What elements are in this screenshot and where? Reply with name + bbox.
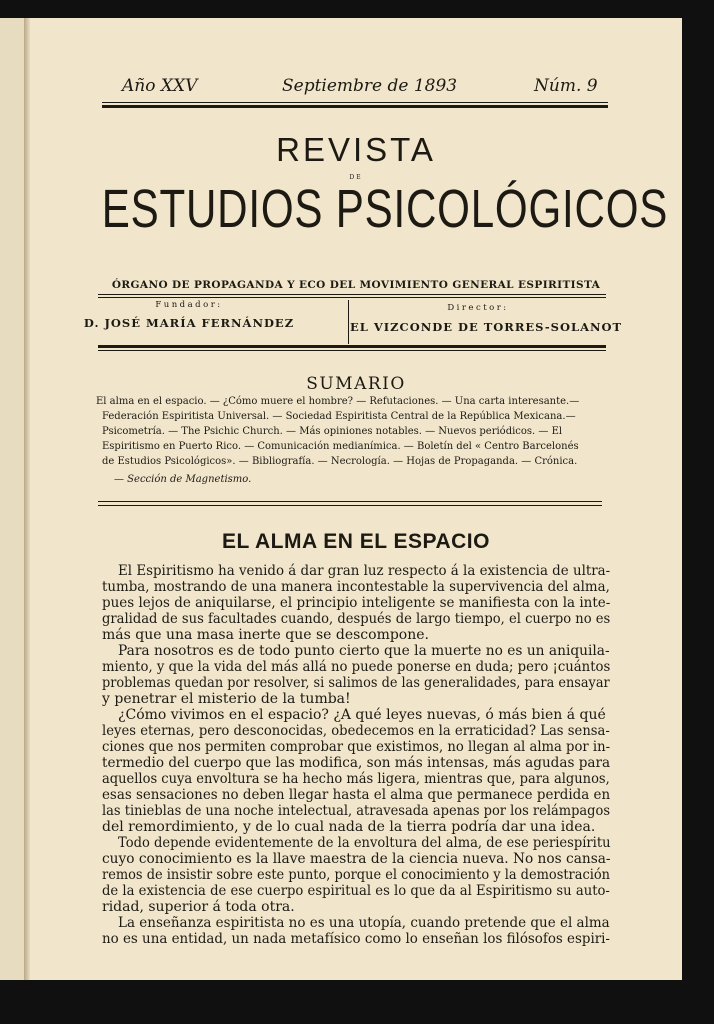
summary-line: Federación Espiritista Universal. — Sociedad Espiritista Central de la República Mexicana.— bbox=[102, 411, 576, 422]
article-line: las tinieblas de una noche intelectual, atravesada apenas por los relámpagos bbox=[102, 803, 611, 819]
article-line: El Espiritismo ha venido á dar gran luz respecto á la existencia de ultra- bbox=[118, 563, 611, 579]
article-line: aquellos cuya envoltura se ha hecho más ligera, mientras que, para algunos, bbox=[102, 771, 610, 787]
article-line: de la existencia de ese cuerpo espiritual es lo que da al Espiritismo su auto- bbox=[102, 883, 610, 899]
article-line: remos de insistir sobre este punto, porque el conocimiento y la demostración bbox=[102, 867, 610, 883]
credits-rule-top-1 bbox=[98, 294, 606, 295]
summary-line: de Estudios Psicológicos». — Bibliografía. — Necrología. — Hojas de Propaganda. — Crónica. bbox=[102, 456, 578, 467]
article-line: Todo depende evidentemente de la envoltura del alma, de ese periespíritu bbox=[118, 835, 611, 851]
summary-line: — Sección de Magnetismo. bbox=[114, 474, 252, 485]
article-line: y penetrar el misterio de la tumba! bbox=[102, 691, 351, 707]
article-line: ciones que nos permiten comprobar que existimos, no llegan al alma por in- bbox=[102, 739, 611, 755]
article-line: La enseñanza espiritista no es una utopía, cuando pretende que el alma bbox=[118, 915, 610, 931]
issue-date: Septiembre de 1893 bbox=[282, 76, 458, 96]
summary-line: Espiritismo en Puerto Rico. — Comunicación medianímica. — Boletín del « Centro Barcelonés bbox=[102, 441, 579, 452]
article-line: miento, y que la vida del más allá no puede ponerse en duda; pero ¡cuántos bbox=[102, 659, 611, 675]
summary-rule-2 bbox=[98, 505, 602, 506]
summary-line: El alma en el espacio. — ¿Cómo muere el hombre? — Refutaciones. — Una carta interesante.— bbox=[96, 396, 580, 407]
issue-year: Año XXV bbox=[122, 76, 198, 96]
masthead-title-main: ESTUDIOS PSICOLÓGICOS bbox=[101, 179, 669, 239]
issue-number: Núm. 9 bbox=[534, 76, 598, 96]
article-line: cuyo conocimiento es la llave maestra de la ciencia nueva. No nos cansa- bbox=[102, 851, 611, 867]
article-line: pues lejos de aniquilarse, el principio inteligente se manifiesta con la inte- bbox=[102, 595, 611, 611]
article-line: ridad, superior á toda otra. bbox=[102, 899, 295, 915]
article-line: no es una entidad, un nada metafísico como lo enseñan los filósofos espiri- bbox=[102, 931, 610, 947]
header-rule-thin bbox=[102, 102, 608, 103]
article-line: leyes eternas, pero desconocidas, obedecemos en la erraticidad? Las sensa- bbox=[102, 723, 610, 739]
founder-name: D. JOSÉ MARÍA FERNÁNDEZ bbox=[83, 316, 295, 330]
article-line: Para nosotros es de todo punto cierto que la muerte no es un aniquila- bbox=[118, 643, 610, 659]
article-line: termedio del cuerpo que las modifica, son más intensas, más agudas para bbox=[102, 755, 611, 771]
header-rule-thick bbox=[102, 105, 608, 108]
article-title: EL ALMA EN EL ESPACIO bbox=[222, 530, 490, 553]
article-line: ¿Cómo vivimos en el espacio? ¿A qué leyes nuevas, ó más bien á qué bbox=[118, 707, 606, 723]
summary-line: Psicometría. — The Psichic Church. — Más opiniones notables. — Nuevos periódicos. — El bbox=[102, 426, 563, 437]
article-line: del remordimiento, y de lo cual nada de la tierra podría dar una idea. bbox=[102, 819, 596, 835]
credits-rule-top-2 bbox=[98, 297, 606, 298]
article-line: esas sensaciones no deben llegar hasta el alma que permanece perdida en bbox=[102, 787, 611, 803]
document-page bbox=[30, 18, 682, 980]
summary-title: SUMARIO bbox=[306, 374, 406, 394]
director-name: EL VIZCONDE DE TORRES-SOLANOT bbox=[350, 320, 623, 334]
article-line: problemas quedan por resolver, si salimos de las generalidades, para ensayar bbox=[102, 675, 610, 691]
credits-rule-bottom-thin bbox=[98, 350, 606, 351]
article-line: tumba, mostrando de una manera incontestable la supervivencia del alma, bbox=[102, 579, 610, 595]
article-line: más que una masa inerte que se descompone. bbox=[102, 627, 429, 643]
founder-label: Fundador: bbox=[155, 300, 223, 310]
credits-rule-bottom-thick bbox=[98, 345, 606, 348]
summary-rule-1 bbox=[98, 501, 602, 502]
masthead-title-top: REVISTA bbox=[276, 131, 436, 168]
masthead-subtitle: ÓRGANO DE PROPAGANDA Y ECO DEL MOVIMIENTO GENERAL ESPIRITISTA bbox=[111, 279, 601, 291]
director-label: Director: bbox=[447, 303, 509, 313]
previous-page-edge bbox=[0, 18, 25, 980]
article-line: gralidad de sus facultades cuando, después de largo tiempo, el cuerpo no es bbox=[102, 611, 611, 627]
masthead-title-de: DE bbox=[349, 174, 363, 181]
credits-divider bbox=[348, 300, 349, 344]
